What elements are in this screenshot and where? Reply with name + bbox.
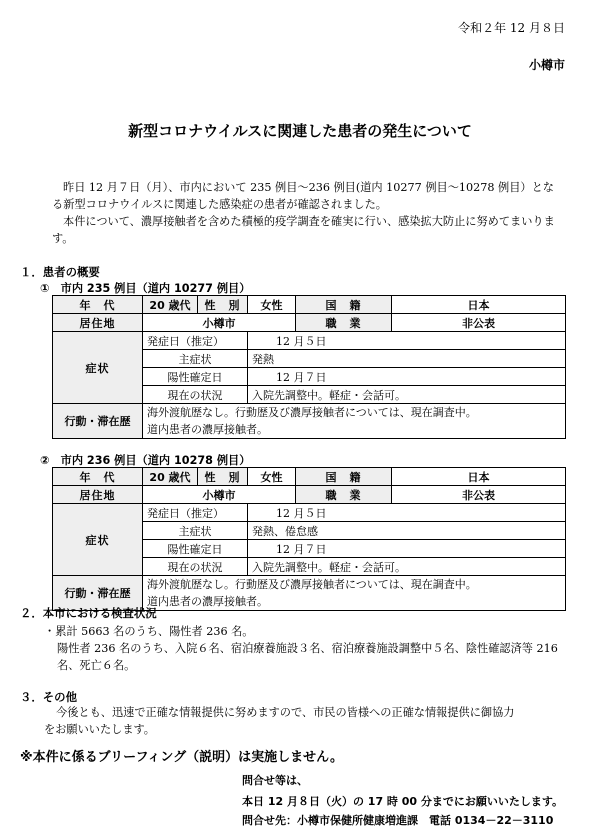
section-1-heading: １．患者の概要 [20,265,100,279]
current-status-label: 現在の状況 [143,386,248,404]
test-total-line: ・累計 5663 名のうち、陽性者 236 名。 [44,625,254,638]
case-2-title: ② 市内 236 例目（道内 10278 例目） [40,454,251,467]
main-symptoms-value: 発熱、倦怠感 [248,522,566,540]
current-status-value: 入院先調整中。軽症・会話可。 [248,386,566,404]
briefing-notice: ※本件に係るブリーフィング（説明）は実施しません。 [20,750,343,765]
current-status-label: 現在の状況 [143,558,248,576]
nationality-label: 国 籍 [296,296,392,314]
age-value: 20 歳代 [143,296,198,314]
main-symptoms-value: 発熱 [248,350,566,368]
age-value: 20 歳代 [143,468,198,486]
symptoms-label: 症状 [53,332,143,404]
onset-value: 12 月５日 [248,504,566,522]
occupation-value: 非公表 [392,314,566,332]
positive-breakdown: 陽性者 236 名のうち、入院６名、宿泊療養施設３名、宿泊療養施設調整中５名、陰性確認済等 216 名、死亡６名。 [57,642,558,672]
sex-value: 女性 [248,468,296,486]
positive-date-value: 12 月７日 [248,368,566,386]
issuer-city: 小樽市 [528,58,565,72]
section-3-heading: ３．その他 [20,690,77,704]
contact-info: 問合せ先：小樽市保健所健康増進課 電話 0134－22－3110 [242,814,554,827]
behavior-value [143,576,566,611]
positive-date-label: 陽性確定日 [143,540,248,558]
behavior-label: 行動・滞在歴 [53,576,143,611]
nationality-value: 日本 [392,468,566,486]
sex-value: 女性 [248,296,296,314]
contact-deadline: 本日 12 月８日（火）の 17 時 00 分までにお願いいたします。 [242,795,564,808]
behavior-value [143,404,566,439]
document-title: 新型コロナウイルスに関連した患者の発生について [128,122,472,140]
behavior-line-2: 道内患者の濃厚接触者。 [147,423,268,436]
intro-paragraph-2: 本件について、濃厚接触者を含めた積極的疫学調査を確実に行い、感染拡大防止に努めてまいります。 [52,215,555,245]
other-text: 今後とも、迅速で正確な情報提供に努めますので、市民の皆様への正確な情報提供に御協力をお願いいたします。 [44,706,515,736]
current-status-value: 入院先調整中。軽症・会話可。 [248,558,566,576]
age-label: 年 代 [53,468,143,486]
onset-value: 12 月５日 [248,332,566,350]
document-date: 令和２年 12 月８日 [458,21,565,35]
case-1-title: ① 市内 235 例目（道内 10277 例目） [40,282,251,295]
behavior-line-2: 道内患者の濃厚接触者。 [147,595,268,608]
residence-label: 居住地 [53,314,143,332]
symptoms-label: 症状 [53,504,143,576]
nationality-label: 国 籍 [296,468,392,486]
positive-date-value: 12 月７日 [248,540,566,558]
residence-label: 居住地 [53,486,143,504]
main-symptoms-label: 主症状 [143,350,248,368]
behavior-line-1: 海外渡航歴なし。行動歴及び濃厚接触者については、現在調査中。 [147,578,477,591]
occupation-value: 非公表 [392,486,566,504]
section-2-heading: ２．本市における検査状況 [20,606,157,620]
case-1-table [52,295,566,439]
case-2-table [52,467,566,611]
main-symptoms-label: 主症状 [143,522,248,540]
sex-label: 性 別 [198,296,248,314]
contact-line-1: 問合せ等は、 [242,774,308,787]
occupation-label: 職 業 [296,314,392,332]
intro-paragraph-1: 昨日 12 月７日（月）、市内において 235 例目～236 例目(道内 10277 例目～10278 例目）となる新型コロナウイルスに関連した感染症の患者が確認されました。 [52,181,554,211]
positive-date-label: 陽性確定日 [143,368,248,386]
nationality-value: 日本 [392,296,566,314]
residence-value: 小樽市 [143,314,296,332]
onset-label: 発症日（推定） [143,504,248,522]
occupation-label: 職 業 [296,486,392,504]
sex-label: 性 別 [198,468,248,486]
behavior-label: 行動・滞在歴 [53,404,143,439]
onset-label: 発症日（推定） [143,332,248,350]
residence-value: 小樽市 [143,486,296,504]
behavior-line-1: 海外渡航歴なし。行動歴及び濃厚接触者については、現在調査中。 [147,406,477,419]
age-label: 年 代 [53,296,143,314]
